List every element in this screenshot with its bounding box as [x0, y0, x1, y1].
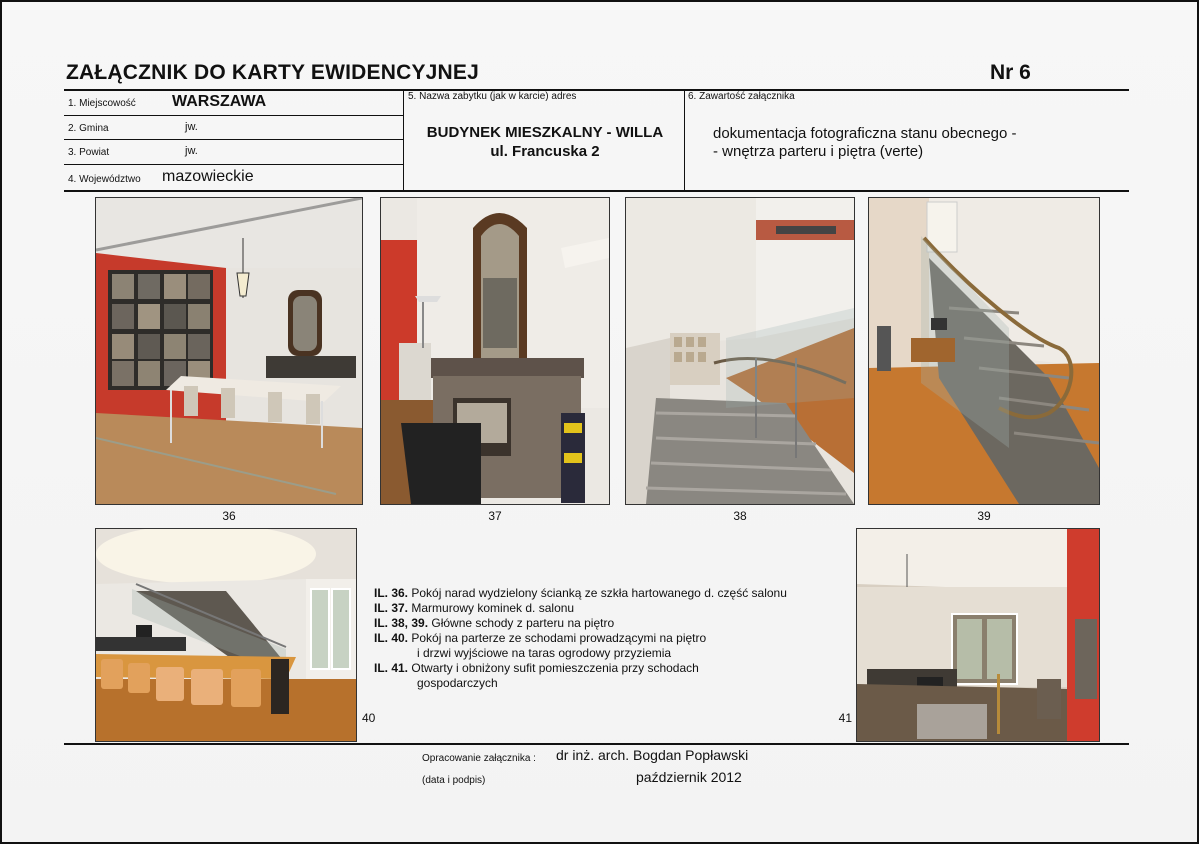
contents-line-1: dokumentacja fotograficzna stanu obecnego - [713, 125, 1017, 142]
field-commune-value: jw. [185, 121, 198, 133]
row-divider-2 [64, 139, 403, 140]
row-divider-1 [64, 115, 403, 116]
caption-row [374, 676, 854, 691]
field-voivodeship-value: mazowieckie [162, 168, 254, 185]
caption-number: IL. 41. [374, 661, 409, 675]
photo-38-number: 38 [733, 509, 747, 523]
caption-row [374, 586, 854, 601]
field-district-value: jw. [185, 145, 198, 157]
illustration-captions [374, 586, 854, 691]
contents-line-2: - wnętrza parteru i piętra (verte) [713, 143, 924, 160]
photo-39-staircase-handrail [868, 197, 1100, 505]
prepared-by-label: Opracowanie załącznika : [422, 753, 536, 764]
prepared-by-name: dr inż. arch. Bogdan Popławski [556, 747, 749, 763]
caption-number: IL. 38, 39. [374, 616, 429, 630]
document-title: ZAŁĄCZNIK DO KARTY EWIDENCYJNEJ [66, 61, 480, 84]
field-voivodeship-label: 4. Województwo [68, 174, 141, 185]
caption-row [374, 631, 854, 646]
field-locality-label: 1. Miejscowość [68, 98, 136, 109]
photo-37-number: 37 [488, 509, 502, 523]
field-monument-name-label: 5. Nazwa zabytku (jak w karcie) adres [408, 91, 577, 102]
caption-text: Pokój narad wydzielony ścianką ze szkła hartowanego d. część salonu [411, 586, 787, 600]
caption-text: Główne schody z parteru na piętro [431, 616, 615, 630]
caption-row [374, 616, 854, 631]
caption-number: IL. 36. [374, 586, 409, 600]
caption-text: Pokój na parterze ze schodami prowadzącymi na piętro [411, 631, 707, 645]
caption-row [374, 661, 854, 676]
photo-37-fireplace [380, 197, 610, 505]
caption-text: gospodarczych [417, 676, 498, 690]
photo-38-staircase [625, 197, 855, 505]
photo-40-room-with-stairs [95, 528, 357, 742]
monument-address: ul. Francuska 2 [490, 143, 600, 160]
caption-row [374, 646, 854, 661]
attachment-number: Nr 6 [990, 61, 1031, 84]
caption-row [374, 601, 854, 616]
caption-text: i drzwi wyjściowe na taras ogrodowy przyziemia [417, 646, 672, 660]
photo-41-number: 41 [838, 711, 852, 725]
date-signature-label: (data i podpis) [422, 775, 486, 786]
field-locality-value: WARSZAWA [172, 93, 267, 110]
photo-39-number: 39 [977, 509, 991, 523]
header-top-rule [64, 89, 1129, 91]
header-bottom-rule [64, 190, 1129, 192]
monument-name: BUDYNEK MIESZKALNY - WILLA [426, 124, 664, 141]
column-divider-2 [684, 90, 685, 190]
field-commune-label: 2. Gmina [68, 123, 109, 134]
row-divider-3 [64, 164, 403, 165]
date-value: październik 2012 [636, 769, 742, 785]
photo-36-meeting-room [95, 197, 363, 505]
photo-41-room-lowered-ceiling [856, 528, 1100, 742]
caption-number: IL. 40. [374, 631, 409, 645]
field-district-label: 3. Powiat [68, 147, 110, 158]
caption-number: IL. 37. [374, 601, 409, 615]
field-contents-label: 6. Zawartość załącznika [688, 91, 795, 102]
footer-rule [64, 743, 1129, 745]
photo-36-number: 36 [222, 509, 236, 523]
column-divider-1 [403, 90, 404, 190]
caption-text: Marmurowy kominek d. salonu [411, 601, 575, 615]
photo-40-number: 40 [362, 711, 376, 725]
caption-text: Otwarty i obniżony sufit pomieszczenia przy schodach [411, 661, 699, 675]
